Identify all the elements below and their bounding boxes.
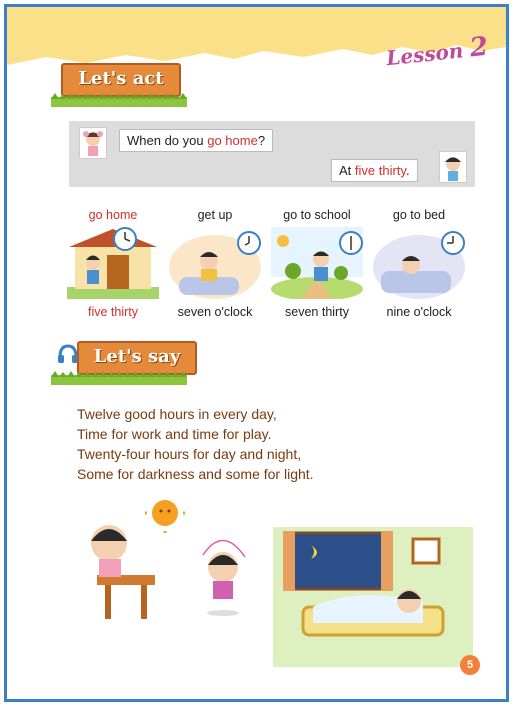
- activity-label-go-to-school: go to school: [283, 208, 351, 222]
- poem-line: Twelve good hours in every day,: [77, 406, 277, 422]
- page-frame: [4, 4, 509, 702]
- answer-highlight: five thirty: [354, 163, 406, 178]
- sun-icon: [145, 495, 185, 533]
- boy-avatar: [439, 151, 467, 183]
- lesson-number: 2: [468, 31, 490, 64]
- girl-sleeping-illustration: [273, 527, 473, 667]
- scene-get-up: [169, 227, 261, 299]
- activity-label-get-up: get up: [197, 208, 233, 222]
- page-number: 5: [460, 655, 480, 675]
- poem-line: Time for work and time for play.: [77, 426, 272, 442]
- grass-strip: [51, 371, 187, 385]
- scene-go-to-bed: [373, 227, 465, 299]
- activity-time-go-home: five thirty: [87, 305, 138, 319]
- poem-line: Some for darkness and some for light.: [77, 466, 314, 482]
- answer-text-start: At: [339, 163, 355, 178]
- lets-say-title: Let's say: [77, 341, 197, 375]
- activity-label-go-to-bed: go to bed: [392, 208, 446, 222]
- question-bubble: [119, 129, 273, 152]
- girl-study-play-illustration: [75, 495, 275, 625]
- scene-go-home: [67, 227, 159, 299]
- activity-time-get-up: seven o'clock: [177, 305, 253, 319]
- answer-bubble: [331, 159, 418, 182]
- activity-time-go-to-school: seven thirty: [285, 305, 349, 319]
- question-text-end: ?: [257, 133, 266, 148]
- question-highlight: go home: [207, 133, 258, 148]
- lets-act-sign: [51, 63, 191, 111]
- activity-label-go-home: go home: [88, 208, 138, 222]
- lesson-word: Lesson: [384, 38, 465, 71]
- grass-strip: [51, 93, 187, 107]
- lets-act-title: Let's act: [61, 63, 181, 97]
- activity-time-go-to-bed: nine o'clock: [386, 305, 452, 319]
- scene-go-to-school: [271, 227, 363, 299]
- poem: [77, 404, 314, 484]
- poem-line: Twenty-four hours for day and night,: [77, 446, 302, 462]
- answer-text-end: .: [405, 163, 410, 178]
- dialog-box: [69, 121, 475, 187]
- lets-say-sign: [51, 341, 191, 389]
- question-text-start: When do you: [127, 133, 208, 148]
- girl-avatar: [79, 127, 107, 159]
